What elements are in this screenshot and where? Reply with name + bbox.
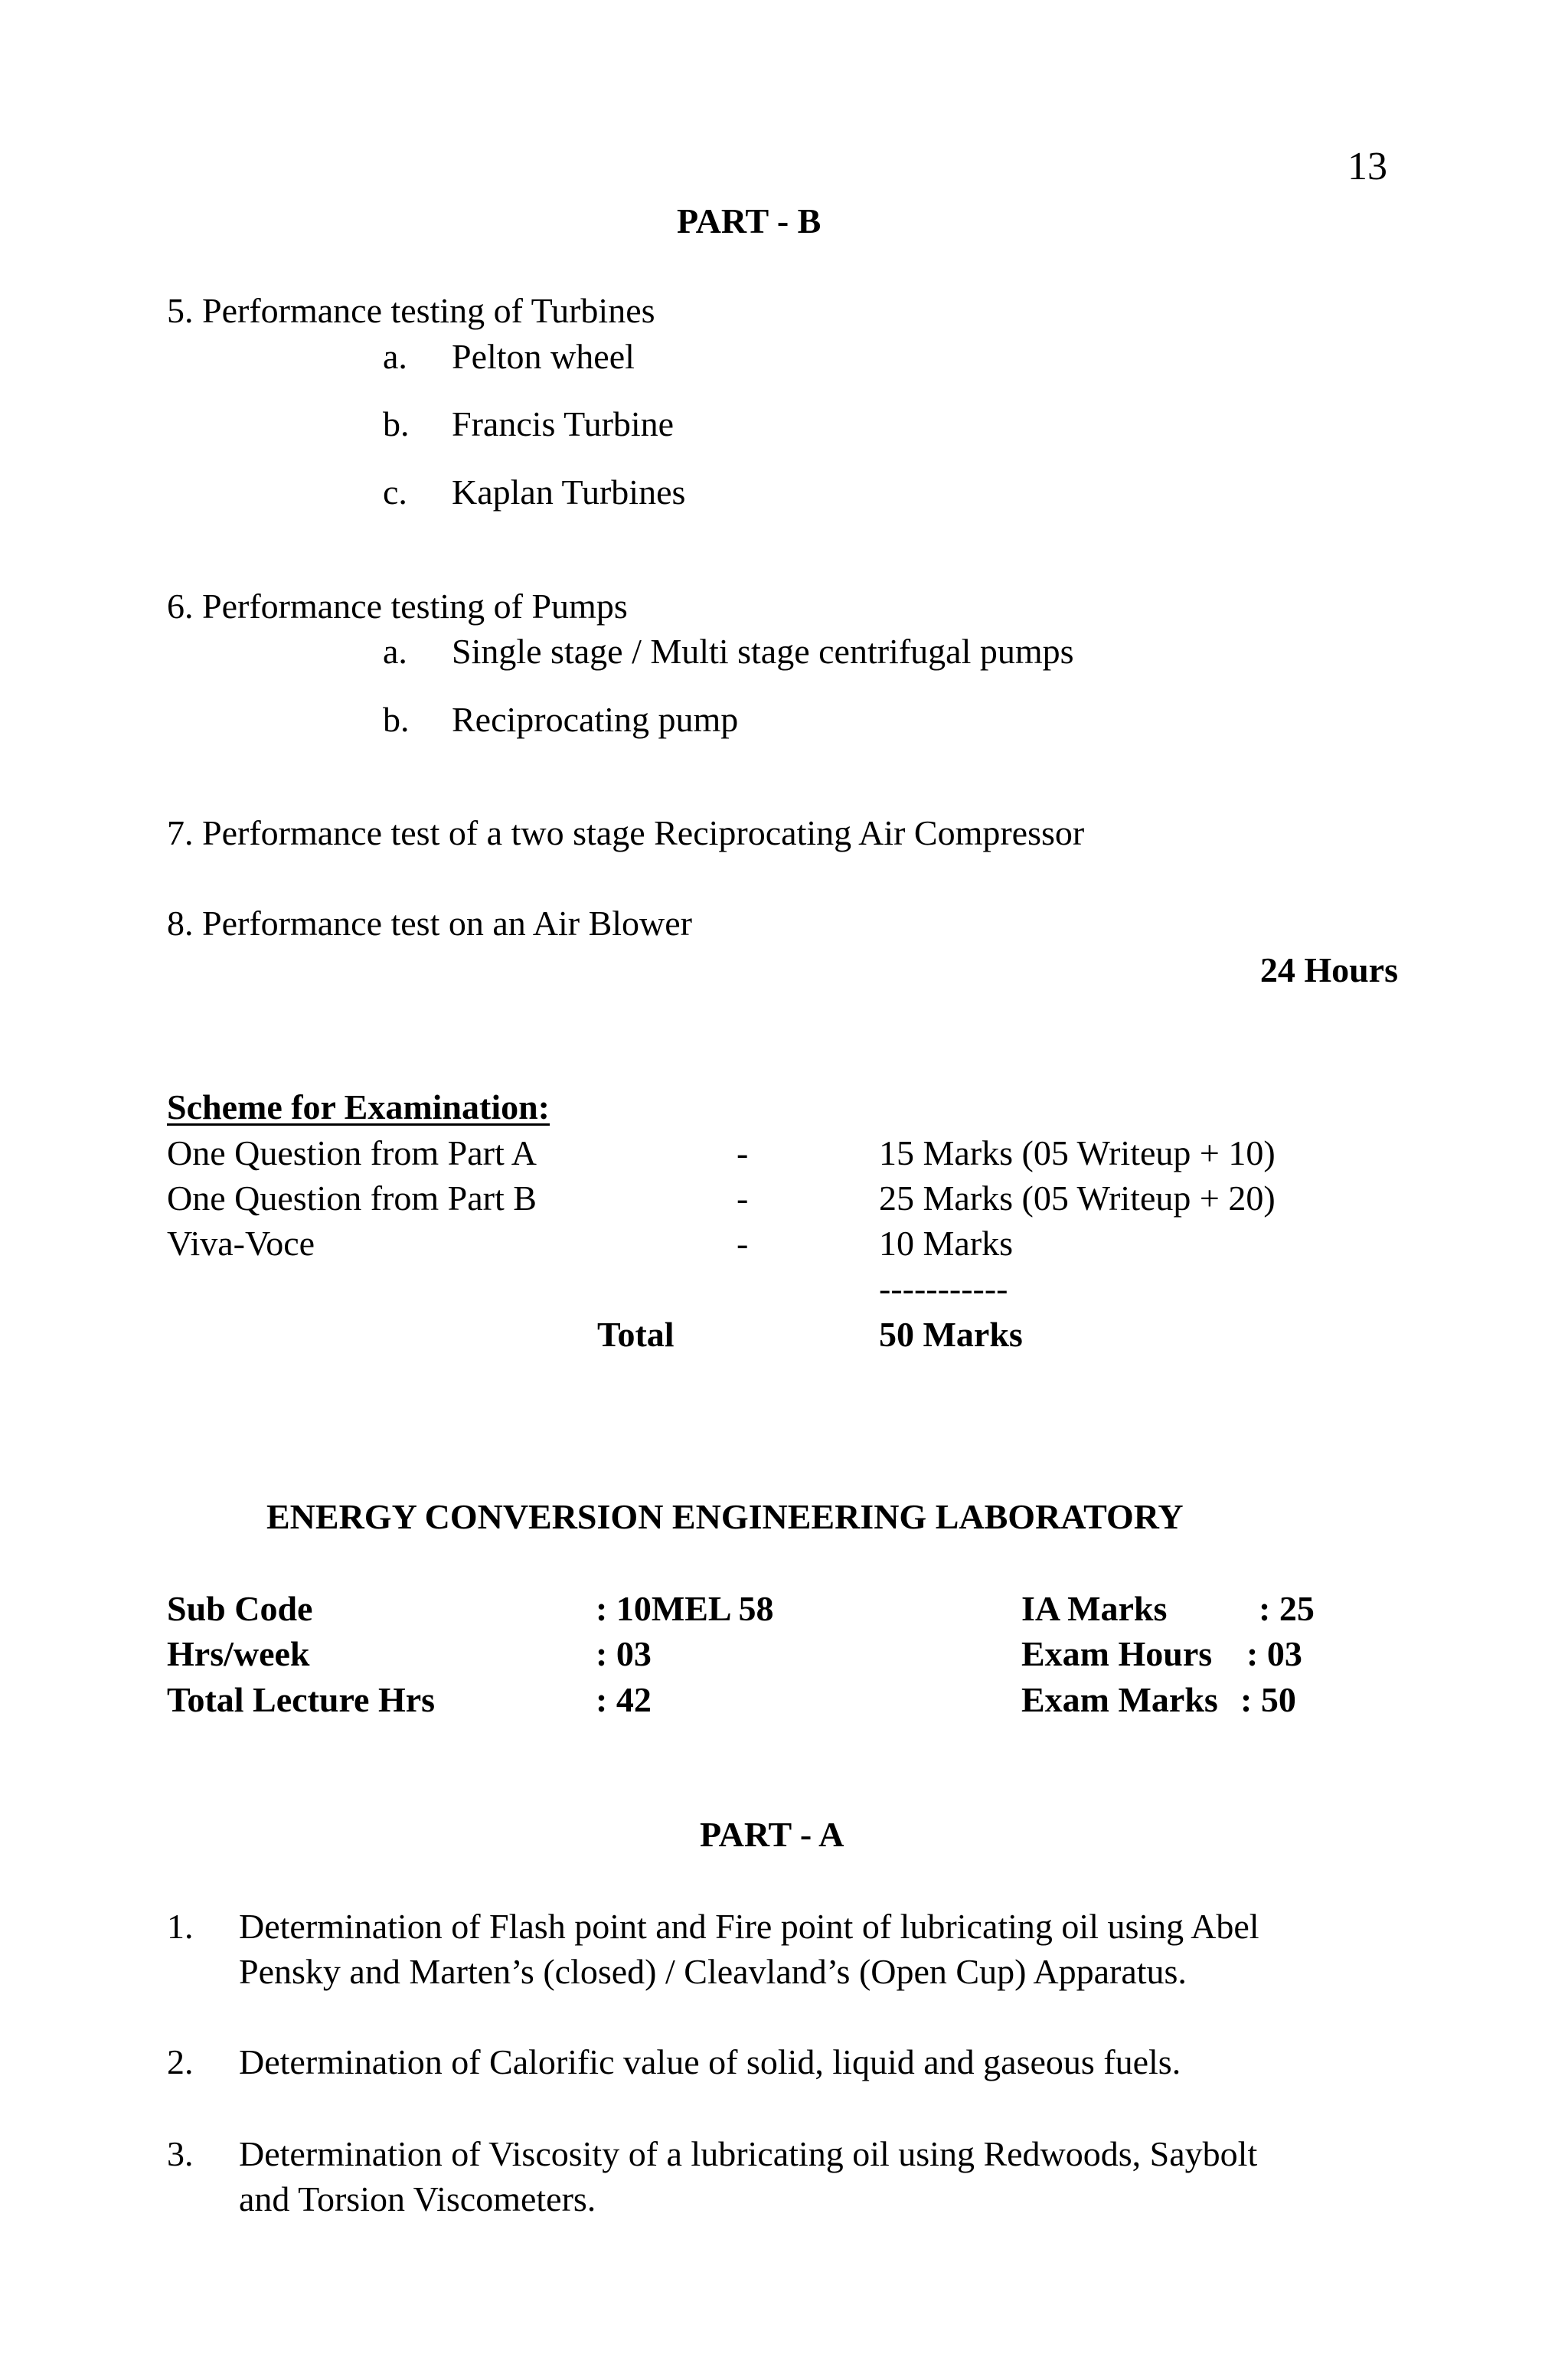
scheme-row-dash: - <box>737 1133 749 1172</box>
lab-info-label: Sub Code <box>167 1589 313 1628</box>
part-a-item-number: 3. <box>167 2134 194 2173</box>
scheme-heading: Scheme for Examination: <box>167 1087 550 1126</box>
part-a-item-line: Pensky and Marten’s (closed) / Cleavland’s (Open Cup) Apparatus. <box>239 1952 1187 1991</box>
lab-info-label: Hrs/week <box>167 1634 310 1673</box>
part-a-heading: PART - A <box>700 1815 844 1854</box>
part-a-item-line: Determination of Flash point and Fire point of lubricating oil using Abel <box>239 1907 1259 1946</box>
page-number: 13 <box>1348 145 1387 188</box>
lab-info-value: : 03 <box>596 1634 652 1673</box>
subitem-marker: a. <box>383 337 407 376</box>
part-b-item-5-title: 5. Performance testing of Turbines <box>167 291 655 330</box>
scheme-row-dash: - <box>737 1179 749 1218</box>
part-a-item-line: Determination of Calorific value of solid, liquid and gaseous fuels. <box>239 2042 1181 2081</box>
subitem-text: Francis Turbine <box>452 404 675 443</box>
part-a-item-number: 1. <box>167 1907 194 1946</box>
part-b-item-7-title: 7. Performance test of a two stage Reciprocating Air Compressor <box>167 813 1085 852</box>
lab-title: ENERGY CONVERSION ENGINEERING LABORATORY <box>266 1497 1184 1536</box>
subitem-marker: b. <box>383 404 410 443</box>
subitem-marker: a. <box>383 632 407 671</box>
lab-info-value: : 42 <box>596 1680 652 1719</box>
subitem-text: Pelton wheel <box>452 337 635 376</box>
part-b-item-8-title: 8. Performance test on an Air Blower <box>167 904 692 943</box>
subitem-text: Kaplan Turbines <box>452 472 686 512</box>
part-b-heading: PART - B <box>677 201 822 240</box>
lab-info-label2: IA Marks <box>1021 1589 1168 1628</box>
lab-info-label2: Exam Hours <box>1021 1634 1213 1673</box>
lab-info-value2: : 50 <box>1240 1680 1296 1719</box>
part-b-item-6-title: 6. Performance testing of Pumps <box>167 587 628 626</box>
lab-info-label2: Exam Marks <box>1021 1680 1218 1719</box>
lab-info-label: Total Lecture Hrs <box>167 1680 436 1719</box>
lab-info-value2: : 03 <box>1246 1634 1302 1673</box>
scheme-total-label: Total <box>597 1315 675 1354</box>
scheme-row-dash: - <box>737 1224 749 1263</box>
scheme-row-label: One Question from Part B <box>167 1179 537 1218</box>
subitem-text: Reciprocating pump <box>452 700 739 739</box>
scheme-row-value: 15 Marks (05 Writeup + 10) <box>879 1133 1276 1172</box>
part-a-item-line: Determination of Viscosity of a lubricating oil using Redwoods, Saybolt <box>239 2134 1258 2173</box>
part-b-hours: 24 Hours <box>1259 950 1398 989</box>
scheme-separator: ----------- <box>879 1269 1008 1308</box>
lab-info-value: : 10MEL 58 <box>596 1589 774 1628</box>
subitem-text: Single stage / Multi stage centrifugal pumps <box>452 632 1074 671</box>
lab-info-value2: : 25 <box>1259 1589 1315 1628</box>
subitem-marker: c. <box>383 472 407 512</box>
part-a-item-line: and Torsion Viscometers. <box>239 2179 596 2218</box>
subitem-marker: b. <box>383 700 410 739</box>
part-a-item-number: 2. <box>167 2042 194 2081</box>
scheme-row-label: Viva-Voce <box>167 1224 315 1263</box>
scheme-total-value: 50 Marks <box>879 1315 1023 1354</box>
scheme-row-value: 25 Marks (05 Writeup + 20) <box>879 1179 1276 1218</box>
scheme-row-label: One Question from Part A <box>167 1133 537 1172</box>
scheme-row-value: 10 Marks <box>879 1224 1014 1263</box>
